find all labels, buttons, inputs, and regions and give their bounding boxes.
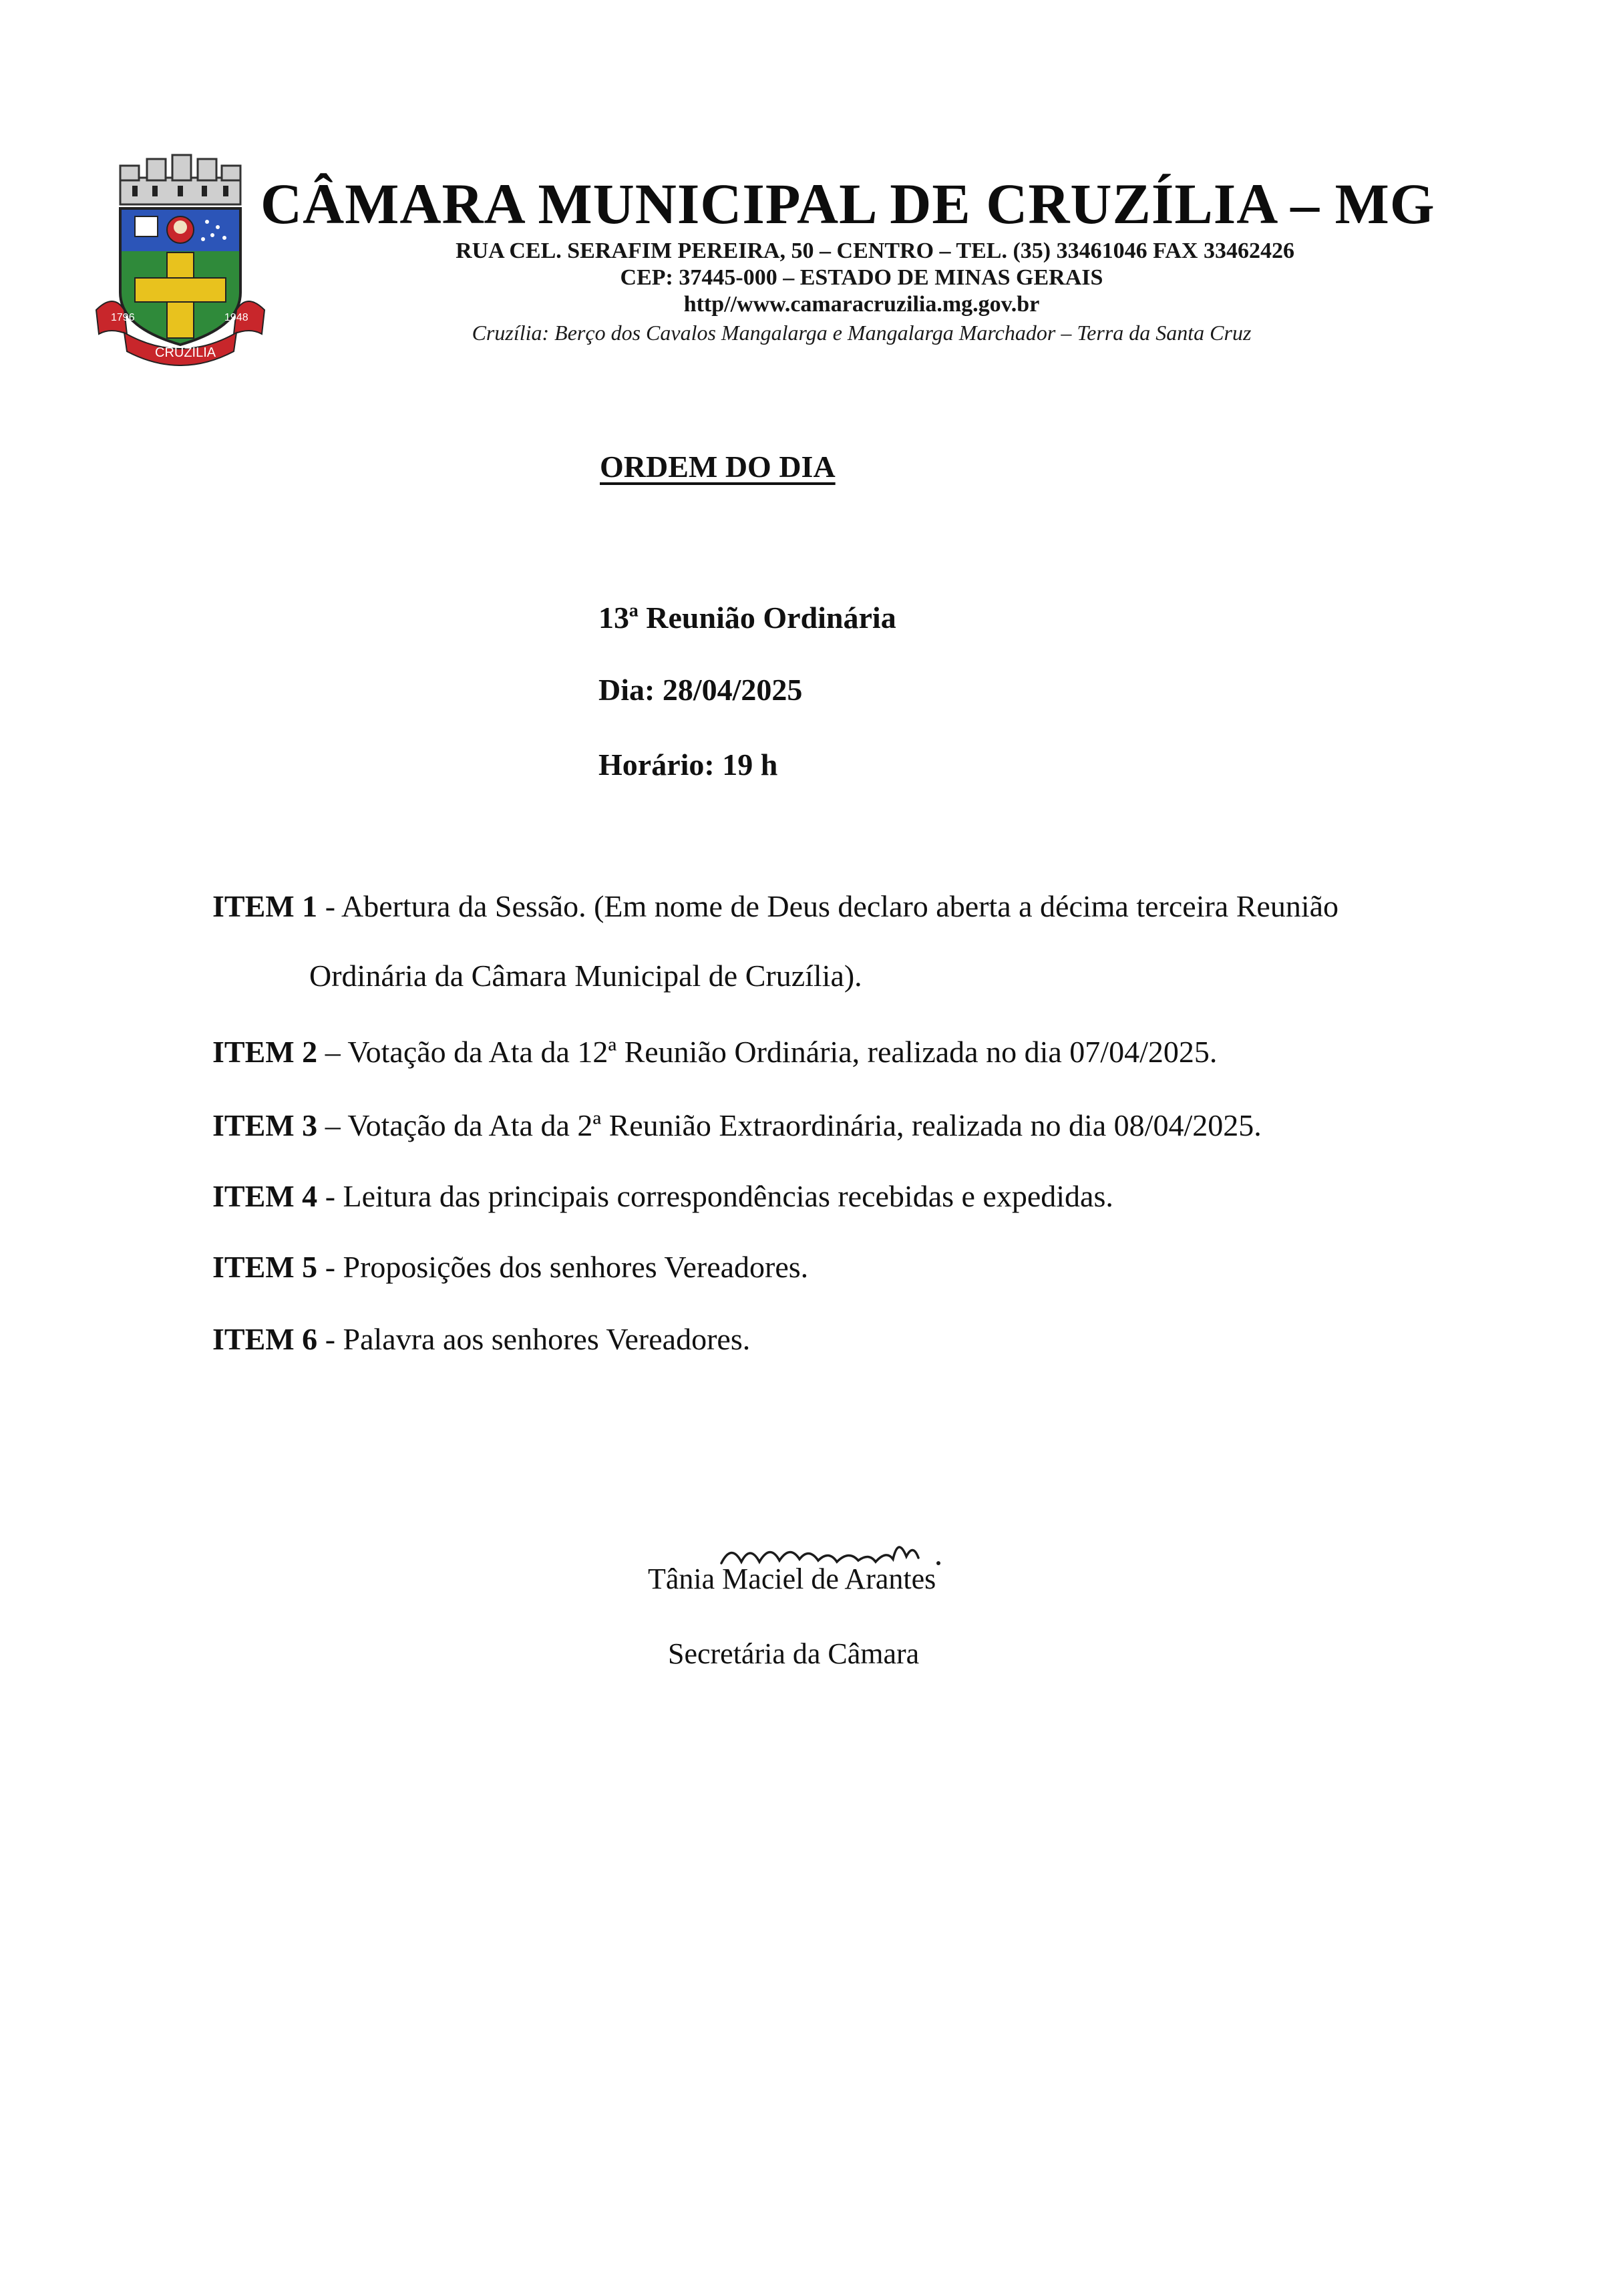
agenda-item-number: ITEM 2	[212, 1035, 318, 1069]
org-title: CÂMARA MUNICIPAL DE CRUZÍLIA – MG	[260, 172, 1435, 236]
signatory-name: Tânia Maciel de Arantes	[648, 1563, 936, 1595]
agenda-item-separator: –	[317, 1035, 348, 1069]
agenda-item-separator: -	[317, 889, 341, 923]
agenda-item-number: ITEM 4	[212, 1179, 318, 1213]
agenda-item-text: Votação da Ata da 12ª Reunião Ordinária, realizada no dia 07/04/2025.	[347, 1035, 1218, 1069]
crest-ribbon-text: CRUZILIA	[155, 345, 216, 360]
session-date: Dia: 28/04/2025	[598, 673, 803, 707]
agenda-item-separator: -	[317, 1250, 343, 1284]
agenda-item-6	[212, 1321, 750, 1357]
agenda-item-separator: -	[317, 1179, 343, 1213]
agenda-item-separator: –	[317, 1108, 348, 1142]
agenda-item-separator: -	[317, 1322, 343, 1356]
agenda-item-3	[212, 1108, 1262, 1143]
letterhead	[260, 172, 1463, 347]
agenda-item-5	[212, 1249, 808, 1285]
crest-year-left: 1796	[111, 312, 135, 323]
motto: Cruzília: Berço dos Cavalos Mangalarga e Mangalarga Marchador – Terra da Santa Cruz	[472, 321, 1252, 345]
crest-year-right: 1948	[224, 312, 248, 323]
coat-of-arms-logo	[94, 152, 267, 366]
agenda-item-4	[212, 1178, 1113, 1214]
document-title: ORDEM DO DIA	[600, 450, 836, 484]
agenda-item-1	[212, 888, 1339, 993]
agenda-item-text: Abertura da Sessão. (Em nome de Deus declaro aberta a décima terceira Reunião	[341, 889, 1339, 923]
agenda-item-2	[212, 1034, 1217, 1070]
website-link[interactable]: http//www.camaracruzilia.mg.gov.br	[683, 292, 1040, 317]
session-name: 13ª Reunião Ordinária	[598, 601, 896, 635]
address-line-1: RUA CEL. SERAFIM PEREIRA, 50 – CENTRO – TEL. (35) 33461046 FAX 33462426	[456, 238, 1294, 263]
agenda-item-number: ITEM 3	[212, 1108, 318, 1142]
agenda-item-number: ITEM 5	[212, 1250, 318, 1284]
agenda-item-number: ITEM 1	[212, 889, 318, 923]
agenda-item-text: Leitura das principais correspondências recebidas e expedidas.	[343, 1179, 1113, 1213]
address-line-2: CEP: 37445-000 – ESTADO DE MINAS GERAIS	[620, 265, 1103, 290]
agenda-item-text: Votação da Ata da 2ª Reunião Extraordinária, realizada no dia 08/04/2025.	[347, 1108, 1262, 1142]
agenda-item-text: Palavra aos senhores Vereadores.	[343, 1322, 751, 1356]
signatory-role: Secretária da Câmara	[668, 1637, 920, 1670]
session-time: Horário: 19 h	[598, 748, 778, 782]
agenda-item-text: Proposições dos senhores Vereadores.	[343, 1250, 809, 1284]
agenda-item-number: ITEM 6	[212, 1322, 318, 1356]
agenda-item-continuation: Ordinária da Câmara Municipal de Cruzília).	[309, 959, 862, 993]
